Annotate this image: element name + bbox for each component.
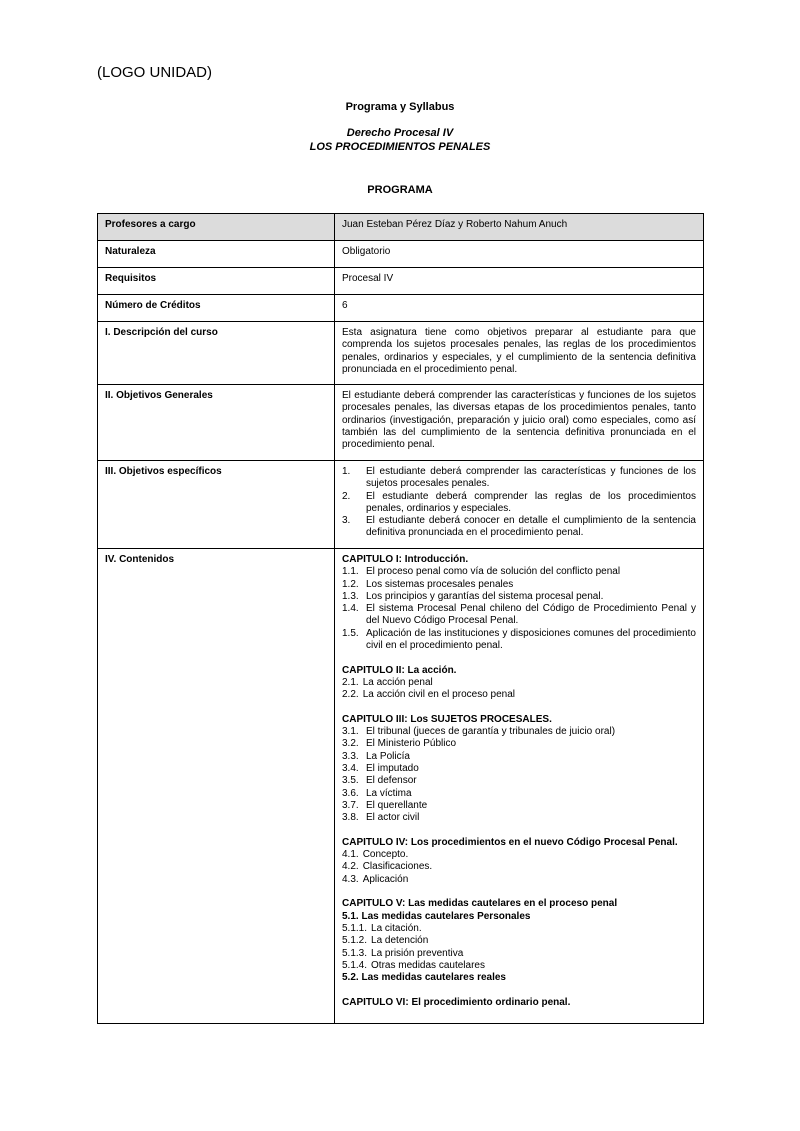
item-text: El proceso penal como vía de solución del conflicto penal xyxy=(366,566,621,578)
row-objetivos-generales xyxy=(98,385,704,461)
program-table xyxy=(97,213,704,1024)
item-number: 3.5. xyxy=(342,775,359,787)
chapter-heading: CAPITULO III: Los SUJETOS PROCESALES. xyxy=(342,713,552,725)
item-number: 3.3. xyxy=(342,750,359,762)
item-number: 5.1.3. xyxy=(342,947,368,959)
chapter-heading: 5.2. Las medidas cautelares reales xyxy=(342,972,506,984)
spacer xyxy=(342,984,696,996)
value-objetivos-generales: El estudiante deberá comprender las características y funciones de los sujetos procesales penales, las diversas etapas de los procedimientos penales, tanto ordinarios (investigación, preparación y juicio oral) como especiales, como así también las del cumplimiento de la sentencia definitiva pronunciada en el procedimiento penal. xyxy=(335,385,704,461)
objective-item xyxy=(342,491,696,516)
chapter-heading: CAPITULO II: La acción. xyxy=(342,664,457,676)
spacer xyxy=(342,652,696,664)
objective-item xyxy=(342,515,696,540)
spacer xyxy=(342,825,696,837)
item-number: 2.1. xyxy=(342,676,359,688)
content-item xyxy=(342,775,696,787)
row-descripcion xyxy=(98,322,704,385)
item-number: 3.8. xyxy=(342,812,359,824)
label-objetivos-generales: II. Objetivos Generales xyxy=(98,385,335,461)
spacer xyxy=(342,886,696,898)
course-subtitle: LOS PROCEDIMIENTOS PENALES xyxy=(309,141,491,153)
item-text: La citación. xyxy=(371,922,422,934)
content-item xyxy=(342,788,696,800)
item-text: El actor civil xyxy=(366,812,420,824)
objective-number: 1. xyxy=(342,466,351,477)
item-number: 4.3. xyxy=(342,873,359,885)
label-objetivos-especificos: III. Objetivos específicos xyxy=(98,461,335,549)
objective-text: El estudiante deberá comprender las reglas de los procedimientos penales, ordinarios y especiales. xyxy=(366,490,696,514)
contents-list xyxy=(342,554,696,1009)
item-text: La prisión preventiva xyxy=(371,947,464,959)
item-number: 3.1. xyxy=(342,726,359,738)
label-creditos: Número de Créditos xyxy=(98,295,335,322)
item-text: La detención xyxy=(371,935,429,947)
chapter-heading: CAPITULO V: Las medidas cautelares en el proceso penal xyxy=(342,898,618,910)
label-requisitos: Requisitos xyxy=(98,268,335,295)
content-item xyxy=(342,689,696,701)
document-title: Programa y Syllabus xyxy=(345,101,455,113)
item-number: 3.2. xyxy=(342,738,359,750)
chapter-heading: 5.1. Las medidas cautelares Personales xyxy=(342,910,531,922)
content-item xyxy=(342,861,696,873)
value-descripcion: Esta asignatura tiene como objetivos preparar al estudiante para que comprenda los sujetos procesales penales, las reglas de los procedimientos penales, ordinarios y especiales, y el cumplimiento de la sentencia definitiva pronunciada en el procedimiento penal. xyxy=(335,322,704,385)
item-number: 1.2. xyxy=(342,578,359,590)
label-contenidos: IV. Contenidos xyxy=(98,549,335,1024)
item-text: Aplicación de las instituciones y disposiciones comunes del procedimiento civil en el procedimiento penal. xyxy=(366,627,696,652)
item-number: 3.6. xyxy=(342,787,359,799)
objective-number: 2. xyxy=(342,490,351,502)
content-item xyxy=(342,812,696,824)
content-item xyxy=(342,628,696,653)
item-number: 1.4. xyxy=(342,603,359,615)
row-profesores xyxy=(98,214,704,241)
item-text: Otras medidas cautelares xyxy=(371,959,485,971)
row-creditos xyxy=(98,295,704,322)
item-number: 4.1. xyxy=(342,849,359,861)
row-objetivos-especificos xyxy=(98,461,704,549)
item-number: 1.1. xyxy=(342,566,359,578)
content-item xyxy=(342,800,696,812)
content-item xyxy=(342,677,696,689)
item-text: La acción penal xyxy=(362,676,433,688)
content-item xyxy=(342,726,696,738)
content-item xyxy=(342,763,696,775)
chapter-heading: CAPITULO IV: Los procedimientos en el nuevo Código Procesal Penal. xyxy=(342,836,678,848)
content-item xyxy=(342,591,696,603)
objective-number: 3. xyxy=(342,515,351,527)
item-number: 4.2. xyxy=(342,861,359,873)
item-number: 3.4. xyxy=(342,763,359,775)
value-profesores: Juan Esteban Pérez Díaz y Roberto Nahum Anuch xyxy=(335,214,704,241)
item-text: El defensor xyxy=(366,775,417,787)
item-number: 3.7. xyxy=(342,799,359,811)
value-contenidos xyxy=(335,549,704,1024)
value-creditos: 6 xyxy=(335,295,704,322)
content-item xyxy=(342,923,696,935)
value-objetivos-especificos xyxy=(335,461,704,549)
content-item xyxy=(342,751,696,763)
item-text: El tribunal (jueces de garantía y tribunales de juicio oral) xyxy=(366,726,616,738)
logo-placeholder: (LOGO UNIDAD) xyxy=(97,64,213,81)
label-profesores: Profesores a cargo xyxy=(98,214,335,241)
item-number: 2.2. xyxy=(342,689,359,701)
section-heading: PROGRAMA xyxy=(367,184,433,196)
objective-text: El estudiante deberá comprender las características y funciones de los sujetos procesales penales. xyxy=(366,466,696,490)
objectives-list xyxy=(342,466,696,540)
item-number: 1.3. xyxy=(342,590,359,602)
item-text: Los principios y garantías del sistema procesal penal. xyxy=(366,590,604,602)
item-text: Concepto. xyxy=(362,849,409,861)
course-name: Derecho Procesal IV xyxy=(346,127,454,139)
content-item xyxy=(342,960,696,972)
spacer xyxy=(342,702,696,714)
item-text: El querellante xyxy=(366,799,428,811)
item-text: La víctima xyxy=(366,787,412,799)
item-number: 1.5. xyxy=(342,627,359,639)
chapter-heading: CAPITULO VI: El procedimiento ordinario penal. xyxy=(342,996,571,1008)
label-naturaleza: Naturaleza xyxy=(98,241,335,268)
content-item xyxy=(342,874,696,886)
content-item xyxy=(342,603,696,628)
item-text: La Policía xyxy=(366,750,410,762)
content-item xyxy=(342,849,696,861)
item-text: El sistema Procesal Penal chileno del Código de Procedimiento Penal y del Nuevo Código Procesal Penal. xyxy=(366,603,696,627)
value-naturaleza: Obligatorio xyxy=(335,241,704,268)
content-item xyxy=(342,935,696,947)
item-text: El Ministerio Público xyxy=(366,738,457,750)
item-number: 5.1.4. xyxy=(342,959,368,971)
item-text: El imputado xyxy=(366,763,419,775)
item-number: 5.1.2. xyxy=(342,935,368,947)
content-item xyxy=(342,579,696,591)
objective-item xyxy=(342,466,696,491)
item-text: La acción civil en el proceso penal xyxy=(362,689,516,701)
objective-text: El estudiante deberá conocer en detalle el cumplimiento de la sentencia definitiva pronunciada en el procedimiento penal. xyxy=(366,515,696,539)
item-text: Aplicación xyxy=(362,873,409,885)
content-item xyxy=(342,948,696,960)
item-text: Clasificaciones. xyxy=(362,861,433,873)
chapter-heading: CAPITULO I: Introducción. xyxy=(342,554,469,565)
row-naturaleza xyxy=(98,241,704,268)
content-item xyxy=(342,738,696,750)
value-requisitos: Procesal IV xyxy=(335,268,704,295)
content-item xyxy=(342,566,696,578)
label-descripcion: I. Descripción del curso xyxy=(98,322,335,385)
item-text: Los sistemas procesales penales xyxy=(366,578,514,590)
item-number: 5.1.1. xyxy=(342,922,368,934)
row-contenidos xyxy=(98,549,704,1024)
row-requisitos xyxy=(98,268,704,295)
